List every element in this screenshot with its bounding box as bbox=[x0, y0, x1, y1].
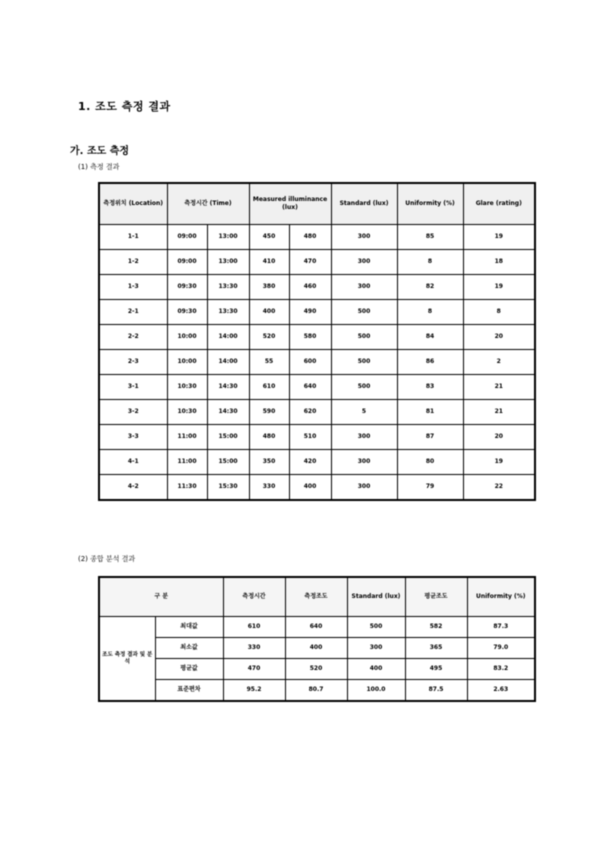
table-cell: 330 bbox=[249, 475, 289, 501]
table-row bbox=[99, 350, 535, 375]
row-label: 표준편차 bbox=[155, 680, 223, 702]
row-label: 평균값 bbox=[155, 659, 223, 680]
table-cell: 13:00 bbox=[207, 225, 249, 250]
table1-header-illuminance: Measured illuminance (lux) bbox=[249, 183, 331, 225]
table-cell: 470 bbox=[289, 250, 331, 275]
table-cell: 640 bbox=[285, 617, 347, 638]
table-cell: 500 bbox=[347, 617, 405, 638]
table-row bbox=[99, 225, 535, 250]
table-cell: 480 bbox=[289, 225, 331, 250]
table-cell: 350 bbox=[249, 450, 289, 475]
table-cell: 1-1 bbox=[99, 225, 167, 250]
table-cell: 460 bbox=[289, 275, 331, 300]
table-cell: 81 bbox=[397, 400, 463, 425]
table-cell: 09:00 bbox=[167, 250, 207, 275]
table-cell: 09:00 bbox=[167, 225, 207, 250]
table-row bbox=[99, 659, 535, 680]
table-cell: 10:00 bbox=[167, 350, 207, 375]
subsection-title: 가. 조도 측정 bbox=[70, 146, 130, 157]
table-cell: 500 bbox=[331, 375, 397, 400]
table-cell: 80.7 bbox=[285, 680, 347, 702]
table-row bbox=[99, 250, 535, 275]
table-row bbox=[99, 425, 535, 450]
table-cell: 520 bbox=[285, 659, 347, 680]
table-cell: 3-2 bbox=[99, 400, 167, 425]
table-cell: 18 bbox=[463, 250, 535, 275]
table1-header-uniformity: Uniformity (%) bbox=[397, 183, 463, 225]
table-cell: 510 bbox=[289, 425, 331, 450]
table-cell: 5 bbox=[331, 400, 397, 425]
table-cell: 14:30 bbox=[207, 400, 249, 425]
table-cell: 470 bbox=[223, 659, 285, 680]
table-cell: 2.63 bbox=[467, 680, 535, 702]
table-cell: 495 bbox=[405, 659, 467, 680]
table-cell: 2 bbox=[463, 350, 535, 375]
table-cell: 84 bbox=[397, 325, 463, 350]
table-cell: 300 bbox=[331, 275, 397, 300]
table-cell: 365 bbox=[405, 638, 467, 659]
table-row bbox=[99, 638, 535, 659]
table-cell: 3-1 bbox=[99, 375, 167, 400]
table-cell: 11:00 bbox=[167, 450, 207, 475]
table-cell: 300 bbox=[331, 225, 397, 250]
summary-table bbox=[98, 576, 536, 702]
table-cell: 420 bbox=[289, 450, 331, 475]
table-cell: 20 bbox=[463, 325, 535, 350]
table-cell: 11:30 bbox=[167, 475, 207, 501]
table-cell: 610 bbox=[249, 375, 289, 400]
table-cell: 600 bbox=[289, 350, 331, 375]
table-cell: 14:00 bbox=[207, 350, 249, 375]
table-cell: 83 bbox=[397, 375, 463, 400]
table-cell: 21 bbox=[463, 375, 535, 400]
table-cell: 09:30 bbox=[167, 275, 207, 300]
table2-header-category: 구 분 bbox=[99, 577, 223, 617]
table-row bbox=[99, 617, 535, 638]
table-row bbox=[99, 300, 535, 325]
table-cell: 480 bbox=[249, 425, 289, 450]
table1-header-time: 측정시간 (Time) bbox=[167, 183, 249, 225]
row-label: 최소값 bbox=[155, 638, 223, 659]
table-cell: 10:00 bbox=[167, 325, 207, 350]
table-cell: 80 bbox=[397, 450, 463, 475]
table-row bbox=[99, 325, 535, 350]
table1-header-glare: Glare (rating) bbox=[463, 183, 535, 225]
table-cell: 13:30 bbox=[207, 300, 249, 325]
table-cell: 300 bbox=[331, 250, 397, 275]
table2-header-uniformity: Uniformity (%) bbox=[467, 577, 535, 617]
table-row bbox=[99, 475, 535, 501]
table-cell: 15:00 bbox=[207, 450, 249, 475]
table-cell: 13:00 bbox=[207, 250, 249, 275]
table-cell: 21 bbox=[463, 400, 535, 425]
table2-header-time: 측정시간 bbox=[223, 577, 285, 617]
table-cell: 87 bbox=[397, 425, 463, 450]
table-cell: 85 bbox=[397, 225, 463, 250]
table2-header-row bbox=[99, 577, 535, 617]
table-cell: 19 bbox=[463, 275, 535, 300]
table-row bbox=[99, 375, 535, 400]
table-cell: 14:00 bbox=[207, 325, 249, 350]
table-cell: 500 bbox=[331, 350, 397, 375]
table-cell: 500 bbox=[331, 325, 397, 350]
row-label: 최대값 bbox=[155, 617, 223, 638]
table-row bbox=[99, 275, 535, 300]
table-cell: 590 bbox=[249, 400, 289, 425]
table-cell: 490 bbox=[289, 300, 331, 325]
table-cell: 8 bbox=[463, 300, 535, 325]
table-cell: 450 bbox=[249, 225, 289, 250]
table-cell: 79.0 bbox=[467, 638, 535, 659]
table-cell: 8 bbox=[397, 300, 463, 325]
table-cell: 15:00 bbox=[207, 425, 249, 450]
table-cell: 10:30 bbox=[167, 375, 207, 400]
table-cell: 620 bbox=[289, 400, 331, 425]
table-cell: 82 bbox=[397, 275, 463, 300]
table-cell: 400 bbox=[289, 475, 331, 501]
table-cell: 582 bbox=[405, 617, 467, 638]
table-cell: 20 bbox=[463, 425, 535, 450]
table-cell: 4-2 bbox=[99, 475, 167, 501]
table-cell: 400 bbox=[249, 300, 289, 325]
table-cell: 13:30 bbox=[207, 275, 249, 300]
table-row bbox=[99, 400, 535, 425]
table-cell: 79 bbox=[397, 475, 463, 501]
table-cell: 55 bbox=[249, 350, 289, 375]
table-cell: 610 bbox=[223, 617, 285, 638]
table-cell: 380 bbox=[249, 275, 289, 300]
table-cell: 300 bbox=[331, 425, 397, 450]
table-cell: 19 bbox=[463, 450, 535, 475]
table1-caption: (1) 측정 결과 bbox=[78, 163, 120, 171]
table2-group-label: 조도 측정 결과 및 분석 bbox=[99, 617, 155, 702]
table-cell: 95.2 bbox=[223, 680, 285, 702]
table-cell: 09:30 bbox=[167, 300, 207, 325]
table2-caption: (2) 종합 분석 결과 bbox=[78, 555, 136, 563]
table-cell: 86 bbox=[397, 350, 463, 375]
table-cell: 14:30 bbox=[207, 375, 249, 400]
table-cell: 300 bbox=[347, 638, 405, 659]
table-cell: 3-3 bbox=[99, 425, 167, 450]
table-cell: 19 bbox=[463, 225, 535, 250]
table-cell: 300 bbox=[331, 475, 397, 501]
table-cell: 2-1 bbox=[99, 300, 167, 325]
table-cell: 410 bbox=[249, 250, 289, 275]
table-cell: 640 bbox=[289, 375, 331, 400]
table-cell: 100.0 bbox=[347, 680, 405, 702]
table-cell: 1-3 bbox=[99, 275, 167, 300]
table2-header-standard: Standard (lux) bbox=[347, 577, 405, 617]
table-cell: 400 bbox=[285, 638, 347, 659]
table-cell: 500 bbox=[331, 300, 397, 325]
table-cell: 4-1 bbox=[99, 450, 167, 475]
table-cell: 520 bbox=[249, 325, 289, 350]
table-cell: 2-3 bbox=[99, 350, 167, 375]
table-cell: 22 bbox=[463, 475, 535, 501]
table-cell: 300 bbox=[331, 450, 397, 475]
table-cell: 87.5 bbox=[405, 680, 467, 702]
table-cell: 10:30 bbox=[167, 400, 207, 425]
table-cell: 2-2 bbox=[99, 325, 167, 350]
table-cell: 580 bbox=[289, 325, 331, 350]
table2-header-average: 평균조도 bbox=[405, 577, 467, 617]
table-cell: 330 bbox=[223, 638, 285, 659]
table1-header-standard: Standard (lux) bbox=[331, 183, 397, 225]
measurement-table bbox=[98, 182, 536, 501]
table-cell: 8 bbox=[397, 250, 463, 275]
table2-header-illuminance: 측정조도 bbox=[285, 577, 347, 617]
table-cell: 87.3 bbox=[467, 617, 535, 638]
table-cell: 1-2 bbox=[99, 250, 167, 275]
table-row bbox=[99, 450, 535, 475]
table-cell: 11:00 bbox=[167, 425, 207, 450]
table-cell: 83.2 bbox=[467, 659, 535, 680]
table1-header-location: 측정위치 (Location) bbox=[99, 183, 167, 225]
table-row bbox=[99, 680, 535, 702]
table1-header-row bbox=[99, 183, 535, 225]
table-cell: 400 bbox=[347, 659, 405, 680]
table-cell: 15:30 bbox=[207, 475, 249, 501]
section-title: 1. 조도 측정 결과 bbox=[78, 100, 171, 113]
